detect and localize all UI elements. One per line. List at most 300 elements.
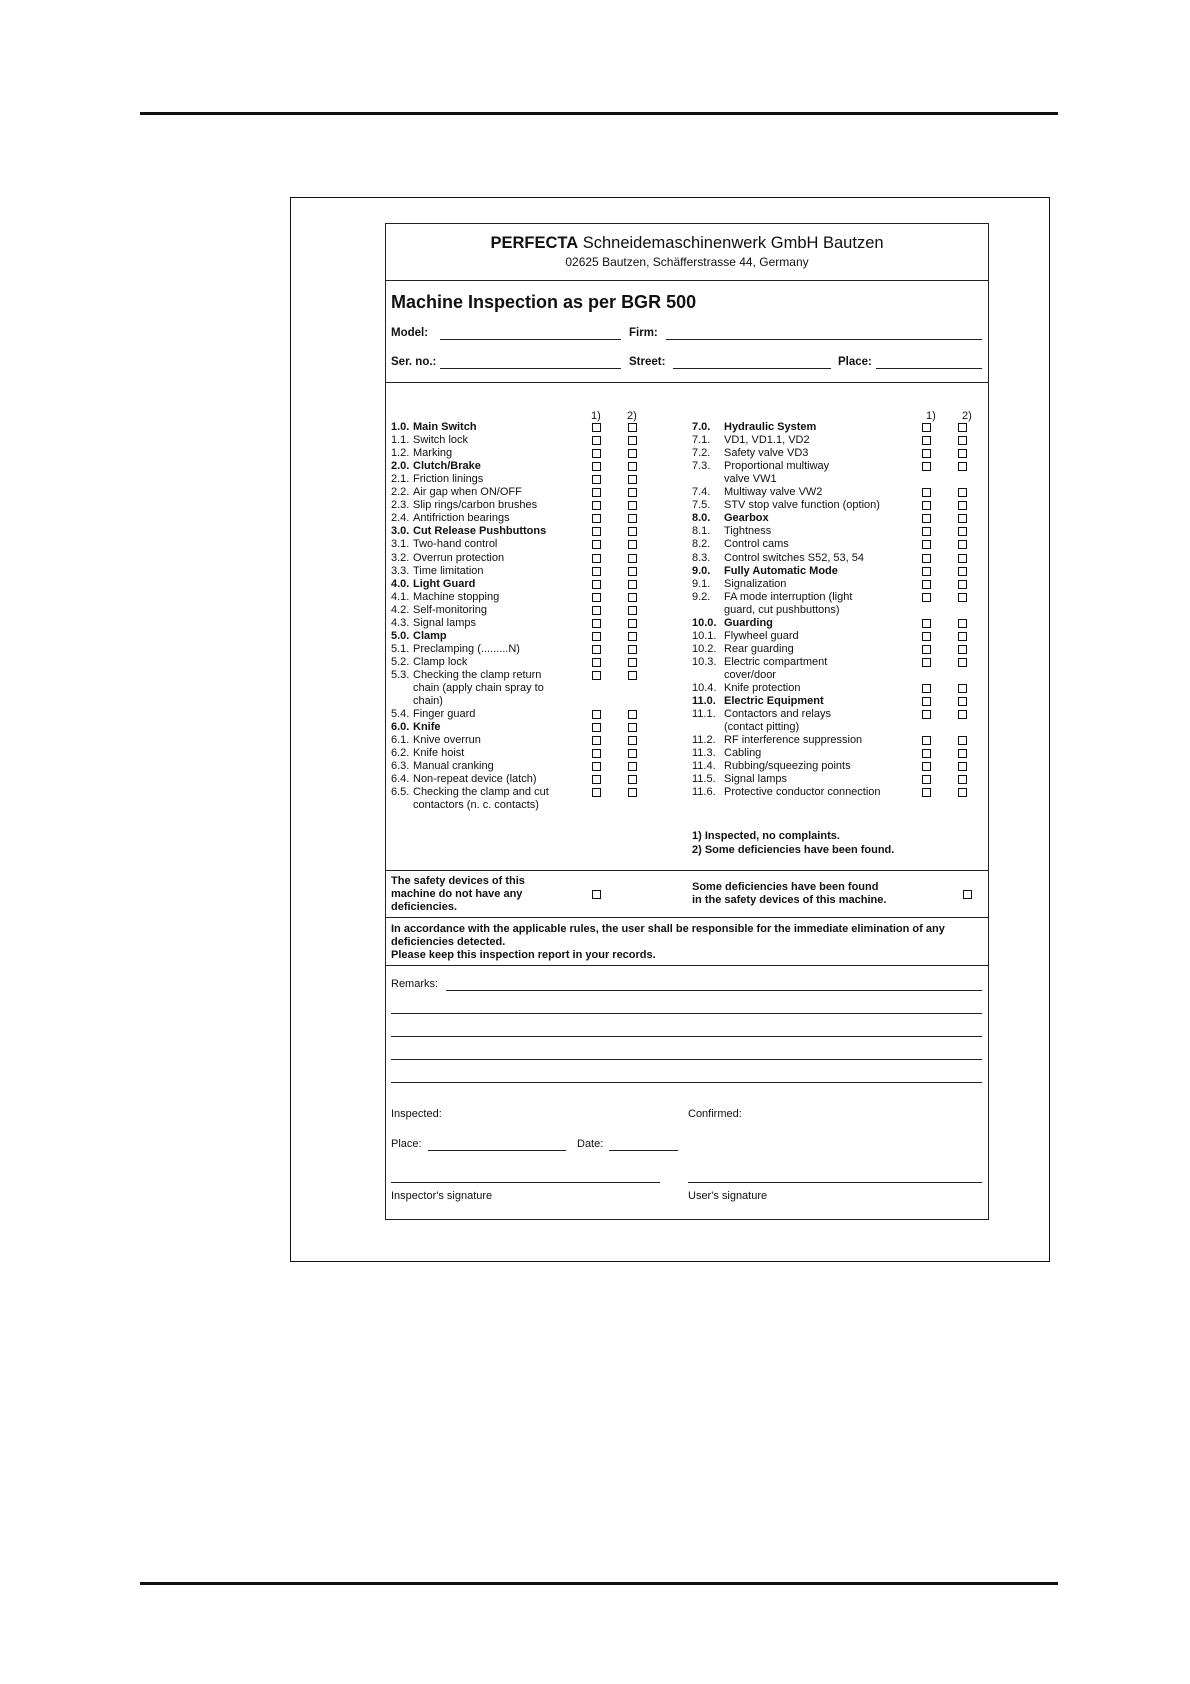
checklist-row bbox=[391, 512, 641, 525]
checkbox-no-complaints[interactable] bbox=[592, 540, 601, 549]
remarks-line[interactable] bbox=[391, 1082, 982, 1083]
checklist-row bbox=[692, 773, 982, 786]
checkbox-no-complaints[interactable] bbox=[922, 501, 931, 510]
item-label: valve VW1 bbox=[724, 473, 777, 486]
checklist-row bbox=[692, 565, 982, 578]
sig-date-label: Date: bbox=[577, 1138, 604, 1150]
checkbox-no-complaints[interactable] bbox=[592, 762, 601, 771]
item-label: STV stop valve function (option) bbox=[724, 499, 880, 512]
checklist-row bbox=[692, 669, 982, 682]
page-top-rule bbox=[140, 112, 1058, 115]
col1-header: 1) bbox=[926, 410, 936, 422]
checklist-row bbox=[692, 421, 982, 434]
checkbox-no-complaints[interactable] bbox=[592, 580, 601, 589]
item-number: 6.5. bbox=[391, 786, 410, 799]
item-label: Fully Automatic Mode bbox=[724, 564, 838, 577]
checkbox-no-complaints[interactable] bbox=[592, 567, 601, 576]
serno-label: Ser. no.: bbox=[391, 356, 437, 368]
checkbox-deficiencies[interactable] bbox=[628, 749, 637, 758]
checkbox-no-complaints[interactable] bbox=[922, 710, 931, 719]
checkbox-deficiencies[interactable] bbox=[958, 423, 967, 432]
checklist-row bbox=[692, 538, 982, 551]
checklist-row bbox=[692, 525, 982, 538]
checkbox-no-complaints[interactable] bbox=[922, 619, 931, 628]
checkbox-no-complaints[interactable] bbox=[592, 736, 601, 745]
legend-note-2: 2) Some deficiencies have been found. bbox=[692, 844, 895, 856]
checkbox-deficiencies[interactable] bbox=[958, 540, 967, 549]
checkbox-deficiencies[interactable] bbox=[958, 658, 967, 667]
checkbox-deficiencies[interactable] bbox=[628, 762, 637, 771]
checkbox-no-complaints[interactable] bbox=[922, 436, 931, 445]
checkbox-deficiencies[interactable] bbox=[958, 567, 967, 576]
result-def-line-1: Some deficiencies have been found bbox=[692, 881, 879, 893]
checkbox-no-complaints[interactable] bbox=[592, 775, 601, 784]
checkbox-deficiencies[interactable] bbox=[958, 775, 967, 784]
inspector-signature-line[interactable] bbox=[391, 1182, 660, 1183]
checkbox-deficiencies[interactable] bbox=[628, 488, 637, 497]
item-label: Knife bbox=[413, 721, 441, 734]
checkbox-no-complaints[interactable] bbox=[592, 671, 601, 680]
checkbox-no-complaints[interactable] bbox=[922, 775, 931, 784]
checkbox-no-complaints[interactable] bbox=[592, 436, 601, 445]
firm-field[interactable] bbox=[666, 339, 982, 340]
item-label: Main Switch bbox=[413, 421, 477, 433]
checkbox-deficiencies[interactable] bbox=[628, 540, 637, 549]
item-label: Electric Equipment bbox=[724, 695, 824, 708]
checkbox-deficiencies[interactable] bbox=[958, 449, 967, 458]
item-label: RF interference suppression bbox=[724, 734, 863, 747]
item-label: Two-hand control bbox=[413, 538, 498, 551]
checkbox-deficiencies[interactable] bbox=[628, 736, 637, 745]
company-rest: Schneidemaschinenwerk GmbH Bautzen bbox=[578, 234, 884, 252]
checkbox-no-complaints[interactable] bbox=[922, 580, 931, 589]
checkbox-no-complaints[interactable] bbox=[592, 658, 601, 667]
item-number: 5.3. bbox=[391, 668, 410, 681]
checklist-row bbox=[692, 708, 982, 721]
legend-note-1: 1) Inspected, no complaints. bbox=[692, 830, 840, 842]
checklist-row bbox=[391, 486, 641, 499]
item-label: Hydraulic System bbox=[724, 421, 817, 433]
checklist-row bbox=[692, 512, 982, 525]
checkbox-deficiencies[interactable] bbox=[628, 788, 637, 797]
checkbox-deficiencies[interactable] bbox=[958, 527, 967, 536]
divider bbox=[386, 917, 988, 918]
sig-place-field[interactable] bbox=[428, 1150, 566, 1151]
company-address: 02625 Bautzen, Schäfferstrasse 44, Germany bbox=[565, 255, 809, 269]
divider bbox=[386, 382, 988, 383]
checklist-row bbox=[391, 447, 641, 460]
checklist-row bbox=[391, 434, 641, 447]
checkbox-deficiencies[interactable] bbox=[628, 775, 637, 784]
item-number: 10.0. bbox=[692, 616, 717, 629]
item-label: Control switches S52, 53, 54 bbox=[724, 551, 865, 564]
checkbox-deficiencies[interactable] bbox=[628, 580, 637, 589]
item-label: Clutch/Brake bbox=[413, 460, 481, 473]
checkbox-deficiencies[interactable] bbox=[958, 593, 967, 602]
item-number: 5.0. bbox=[391, 629, 410, 642]
checklist-row bbox=[692, 760, 982, 773]
item-number: 8.1. bbox=[692, 525, 711, 538]
checkbox-no-complaints[interactable] bbox=[922, 632, 931, 641]
item-number: 1.2. bbox=[391, 447, 410, 460]
item-number: 2.3. bbox=[391, 499, 410, 512]
checkbox-no-complaints[interactable] bbox=[922, 736, 931, 745]
item-number: 6.1. bbox=[391, 734, 410, 747]
checkbox-deficiencies[interactable] bbox=[958, 619, 967, 628]
checklist-row bbox=[692, 473, 982, 486]
checkbox-deficiencies[interactable] bbox=[628, 671, 637, 680]
notice-line-1: In accordance with the applicable rules, the user shall be responsible for the immediate elimination of any bbox=[391, 923, 945, 935]
checklist-row bbox=[391, 525, 641, 538]
item-number: 11.5. bbox=[692, 773, 716, 786]
page-bottom-rule bbox=[140, 1582, 1058, 1585]
checkbox-deficiencies[interactable] bbox=[628, 593, 637, 602]
checklist-row bbox=[391, 617, 641, 630]
checkbox-no-complaints[interactable] bbox=[592, 606, 601, 615]
company-name bbox=[386, 234, 988, 253]
divider bbox=[386, 280, 988, 281]
result-def-checkbox[interactable] bbox=[963, 890, 972, 899]
item-label: Manual cranking bbox=[413, 760, 494, 773]
item-label: Clamp bbox=[413, 629, 447, 642]
item-label: Tightness bbox=[724, 525, 772, 538]
item-number: 9.0. bbox=[692, 564, 711, 577]
col1-header: 1) bbox=[591, 410, 601, 422]
remarks-line[interactable] bbox=[391, 1013, 982, 1014]
item-label: contactors (n. c. contacts) bbox=[413, 799, 539, 812]
checkbox-no-complaints[interactable] bbox=[592, 632, 601, 641]
checklist-row bbox=[391, 538, 641, 551]
checkbox-no-complaints[interactable] bbox=[922, 554, 931, 563]
checklist-row bbox=[692, 643, 982, 656]
item-number: 9.1. bbox=[692, 577, 711, 590]
checklist-row bbox=[391, 643, 641, 656]
checklist-row bbox=[391, 669, 641, 682]
checkbox-no-complaints[interactable] bbox=[922, 697, 931, 706]
checkbox-no-complaints[interactable] bbox=[592, 593, 601, 602]
checkbox-no-complaints[interactable] bbox=[592, 488, 601, 497]
result-ok-line-2: machine do not have any bbox=[391, 888, 523, 900]
checkbox-no-complaints[interactable] bbox=[922, 488, 931, 497]
checkbox-no-complaints[interactable] bbox=[922, 788, 931, 797]
checkbox-deficiencies[interactable] bbox=[958, 554, 967, 563]
checkbox-deficiencies[interactable] bbox=[958, 632, 967, 641]
item-label: Time limitation bbox=[413, 564, 484, 577]
checkbox-no-complaints[interactable] bbox=[592, 645, 601, 654]
checklist-row bbox=[391, 734, 641, 747]
item-label: Non-repeat device (latch) bbox=[413, 773, 537, 786]
sig-place-label: Place: bbox=[391, 1138, 422, 1150]
place-field[interactable] bbox=[876, 368, 982, 369]
remarks-line[interactable] bbox=[446, 990, 982, 991]
item-label: Knive overrun bbox=[413, 734, 481, 747]
checkbox-deficiencies[interactable] bbox=[628, 567, 637, 576]
item-label: Gearbox bbox=[724, 512, 769, 525]
checklist-row bbox=[391, 421, 641, 434]
checklist-row bbox=[391, 721, 641, 734]
item-number: 6.4. bbox=[391, 773, 410, 786]
model-label: Model: bbox=[391, 327, 429, 339]
item-number: 3.3. bbox=[391, 564, 410, 577]
item-label: FA mode interruption (light bbox=[724, 590, 853, 603]
remarks-line[interactable] bbox=[391, 1036, 982, 1037]
checkbox-deficiencies[interactable] bbox=[958, 710, 967, 719]
item-label: Antifriction bearings bbox=[413, 512, 510, 525]
col2-header: 2) bbox=[962, 410, 972, 422]
item-label: Cut Release Pushbuttons bbox=[413, 525, 547, 538]
checkbox-no-complaints[interactable] bbox=[922, 593, 931, 602]
item-label: Flywheel guard bbox=[724, 629, 799, 642]
item-number: 7.2. bbox=[692, 447, 711, 460]
firm-label: Firm: bbox=[629, 327, 658, 339]
checkbox-no-complaints[interactable] bbox=[922, 423, 931, 432]
item-number: 2.2. bbox=[391, 486, 410, 499]
checkbox-deficiencies[interactable] bbox=[958, 762, 967, 771]
item-number: 7.4. bbox=[692, 486, 711, 499]
checkbox-no-complaints[interactable] bbox=[592, 514, 601, 523]
checkbox-no-complaints[interactable] bbox=[592, 723, 601, 732]
item-label: Checking the clamp and cut bbox=[413, 786, 549, 799]
item-label: Checking the clamp return bbox=[413, 668, 542, 681]
item-label: Signalization bbox=[724, 577, 787, 590]
item-label: Light Guard bbox=[413, 577, 476, 590]
item-label: Proportional multiway bbox=[724, 460, 830, 473]
item-label: Safety valve VD3 bbox=[724, 447, 809, 460]
checklist-row bbox=[692, 604, 982, 617]
checkbox-no-complaints[interactable] bbox=[592, 554, 601, 563]
checklist-row bbox=[391, 591, 641, 604]
checkbox-no-complaints[interactable] bbox=[922, 749, 931, 758]
item-label: Clamp lock bbox=[413, 655, 468, 668]
result-def-line-2: in the safety devices of this machine. bbox=[692, 894, 887, 906]
checkbox-no-complaints[interactable] bbox=[922, 762, 931, 771]
item-number: 11.4. bbox=[692, 760, 716, 773]
item-number: 11.3. bbox=[692, 747, 716, 760]
item-number: 7.5. bbox=[692, 499, 711, 512]
checkbox-deficiencies[interactable] bbox=[628, 723, 637, 732]
checkbox-no-complaints[interactable] bbox=[922, 658, 931, 667]
item-number: 6.2. bbox=[391, 747, 410, 760]
item-label: Switch lock bbox=[413, 434, 469, 447]
checkbox-deficiencies[interactable] bbox=[628, 710, 637, 719]
col2-header: 2) bbox=[627, 410, 637, 422]
checkbox-deficiencies[interactable] bbox=[628, 619, 637, 628]
item-label: Slip rings/carbon brushes bbox=[413, 499, 538, 512]
item-label: Knife protection bbox=[724, 682, 801, 694]
checkbox-no-complaints[interactable] bbox=[592, 423, 601, 432]
checklist-row bbox=[692, 617, 982, 630]
checklist-row bbox=[692, 434, 982, 447]
checkbox-deficiencies[interactable] bbox=[958, 697, 967, 706]
checklist-row bbox=[391, 565, 641, 578]
checkbox-no-complaints[interactable] bbox=[592, 475, 601, 484]
checkbox-deficiencies[interactable] bbox=[958, 749, 967, 758]
checkbox-no-complaints[interactable] bbox=[922, 527, 931, 536]
checkbox-deficiencies[interactable] bbox=[628, 449, 637, 458]
item-label: cover/door bbox=[724, 668, 776, 681]
checkbox-no-complaints[interactable] bbox=[592, 619, 601, 628]
item-label: chain) bbox=[413, 695, 443, 708]
checkbox-no-complaints[interactable] bbox=[922, 514, 931, 523]
item-label: Air gap when ON/OFF bbox=[413, 486, 522, 499]
result-ok-line-1: The safety devices of this bbox=[391, 875, 525, 887]
item-number: 6.0. bbox=[391, 721, 410, 734]
item-label: Signal lamps bbox=[724, 773, 787, 786]
sig-date-field[interactable] bbox=[609, 1150, 678, 1151]
item-label: Guarding bbox=[724, 616, 773, 629]
checkbox-no-complaints[interactable] bbox=[922, 684, 931, 693]
item-number: 11.1. bbox=[692, 708, 716, 721]
result-ok-checkbox[interactable] bbox=[592, 890, 601, 899]
checkbox-no-complaints[interactable] bbox=[592, 749, 601, 758]
checklist-row bbox=[692, 460, 982, 473]
checklist-row bbox=[391, 604, 641, 617]
street-field[interactable] bbox=[673, 368, 831, 369]
model-field[interactable] bbox=[440, 339, 621, 340]
checkbox-deficiencies[interactable] bbox=[958, 436, 967, 445]
notice-line-3: Please keep this inspection report in your records. bbox=[391, 949, 656, 961]
item-label: Control cams bbox=[724, 538, 789, 551]
item-number: 4.3. bbox=[391, 616, 410, 629]
item-number: 11.2. bbox=[692, 734, 716, 747]
checklist-row bbox=[692, 486, 982, 499]
checkbox-deficiencies[interactable] bbox=[628, 554, 637, 563]
checklist-row bbox=[391, 460, 641, 473]
checklist-row bbox=[391, 786, 641, 799]
item-label: Electric compartment bbox=[724, 655, 828, 668]
item-number: 10.4. bbox=[692, 682, 717, 694]
item-number: 4.2. bbox=[391, 603, 410, 616]
checklist-row bbox=[692, 734, 982, 747]
item-number: 3.2. bbox=[391, 551, 410, 564]
inspected-label: Inspected: bbox=[391, 1108, 442, 1120]
user-signature-line[interactable] bbox=[688, 1182, 982, 1183]
checkbox-deficiencies[interactable] bbox=[958, 488, 967, 497]
item-label: Overrun protection bbox=[413, 551, 505, 564]
item-label: VD1, VD1.1, VD2 bbox=[724, 434, 810, 447]
checklist-row bbox=[692, 695, 982, 708]
inspector-signature-label: Inspector's signature bbox=[391, 1190, 493, 1202]
checkbox-no-complaints[interactable] bbox=[592, 462, 601, 471]
checkbox-no-complaints[interactable] bbox=[592, 501, 601, 510]
item-label: Machine stopping bbox=[413, 590, 500, 603]
checklist-row bbox=[692, 747, 982, 760]
item-number: 5.4. bbox=[391, 708, 410, 721]
item-number: 10.1. bbox=[692, 629, 717, 642]
checkbox-deficiencies[interactable] bbox=[628, 462, 637, 471]
form-title: Machine Inspection as per BGR 500 bbox=[391, 292, 697, 312]
item-number: 5.1. bbox=[391, 642, 410, 655]
confirmed-label: Confirmed: bbox=[688, 1108, 742, 1120]
item-label: Friction linings bbox=[413, 473, 484, 486]
checkbox-deficiencies[interactable] bbox=[628, 423, 637, 432]
item-number: 4.1. bbox=[391, 590, 410, 603]
checklist-row bbox=[692, 721, 982, 734]
checklist-row bbox=[391, 552, 641, 565]
checkbox-deficiencies[interactable] bbox=[958, 514, 967, 523]
checklist-row bbox=[391, 747, 641, 760]
checkbox-deficiencies[interactable] bbox=[958, 788, 967, 797]
checkbox-no-complaints[interactable] bbox=[592, 527, 601, 536]
checklist-row bbox=[391, 695, 641, 708]
item-label: Self-monitoring bbox=[413, 603, 487, 616]
checklist-row bbox=[692, 578, 982, 591]
checklist-row bbox=[692, 656, 982, 669]
checkbox-deficiencies[interactable] bbox=[628, 501, 637, 510]
checkbox-deficiencies[interactable] bbox=[628, 436, 637, 445]
checkbox-deficiencies[interactable] bbox=[628, 514, 637, 523]
item-label: Signal lamps bbox=[413, 616, 476, 629]
checkbox-no-complaints[interactable] bbox=[592, 788, 601, 797]
checklist-row bbox=[391, 656, 641, 669]
inspection-form bbox=[385, 223, 989, 1220]
checkbox-no-complaints[interactable] bbox=[922, 567, 931, 576]
item-label: Preclamping (.........N) bbox=[413, 642, 520, 655]
item-number: 1.0. bbox=[391, 421, 410, 433]
checkbox-no-complaints[interactable] bbox=[922, 540, 931, 549]
item-label: Cabling bbox=[724, 747, 762, 760]
item-number: 9.2. bbox=[692, 590, 711, 603]
checkbox-deficiencies[interactable] bbox=[958, 684, 967, 693]
notice-line-2: deficiencies detected. bbox=[391, 936, 506, 948]
item-number: 2.4. bbox=[391, 512, 410, 525]
checkbox-deficiencies[interactable] bbox=[628, 658, 637, 667]
checklist-row bbox=[391, 708, 641, 721]
item-label: (contact pitting) bbox=[724, 721, 800, 734]
remarks-line[interactable] bbox=[391, 1059, 982, 1060]
serno-field[interactable] bbox=[440, 368, 621, 369]
item-label: Protective conductor connection bbox=[724, 786, 881, 799]
checkbox-deficiencies[interactable] bbox=[628, 645, 637, 654]
checkbox-deficiencies[interactable] bbox=[628, 632, 637, 641]
checkbox-deficiencies[interactable] bbox=[958, 580, 967, 589]
item-number: 8.0. bbox=[692, 512, 711, 525]
checklist-row bbox=[391, 799, 641, 812]
checkbox-deficiencies[interactable] bbox=[958, 462, 967, 471]
item-label: Multiway valve VW2 bbox=[724, 486, 823, 499]
checkbox-deficiencies[interactable] bbox=[958, 501, 967, 510]
item-number: 10.2. bbox=[692, 642, 717, 655]
divider bbox=[386, 870, 988, 871]
checkbox-no-complaints[interactable] bbox=[922, 462, 931, 471]
checkbox-deficiencies[interactable] bbox=[628, 475, 637, 484]
checkbox-deficiencies[interactable] bbox=[628, 527, 637, 536]
item-number: 3.1. bbox=[391, 538, 410, 551]
checklist-row bbox=[391, 630, 641, 643]
checkbox-deficiencies[interactable] bbox=[958, 736, 967, 745]
item-label: Marking bbox=[413, 447, 453, 460]
item-number: 1.1. bbox=[391, 434, 410, 447]
item-number: 11.0. bbox=[692, 695, 716, 708]
checkbox-deficiencies[interactable] bbox=[628, 606, 637, 615]
checkbox-no-complaints[interactable] bbox=[592, 710, 601, 719]
item-label: Knife hoist bbox=[413, 747, 465, 760]
item-number: 7.0. bbox=[692, 421, 711, 433]
item-label: Contactors and relays bbox=[724, 708, 831, 721]
item-number: 8.2. bbox=[692, 538, 711, 551]
checkbox-no-complaints[interactable] bbox=[922, 449, 931, 458]
item-label: Rubbing/squeezing points bbox=[724, 760, 851, 773]
checklist-row bbox=[391, 473, 641, 486]
checkbox-no-complaints[interactable] bbox=[922, 645, 931, 654]
checkbox-deficiencies[interactable] bbox=[958, 645, 967, 654]
checkbox-no-complaints[interactable] bbox=[592, 449, 601, 458]
checklist-row bbox=[391, 682, 641, 695]
item-number: 4.0. bbox=[391, 577, 410, 590]
remarks-label: Remarks: bbox=[391, 978, 439, 990]
checklist-row bbox=[692, 447, 982, 460]
checklist-row bbox=[692, 552, 982, 565]
